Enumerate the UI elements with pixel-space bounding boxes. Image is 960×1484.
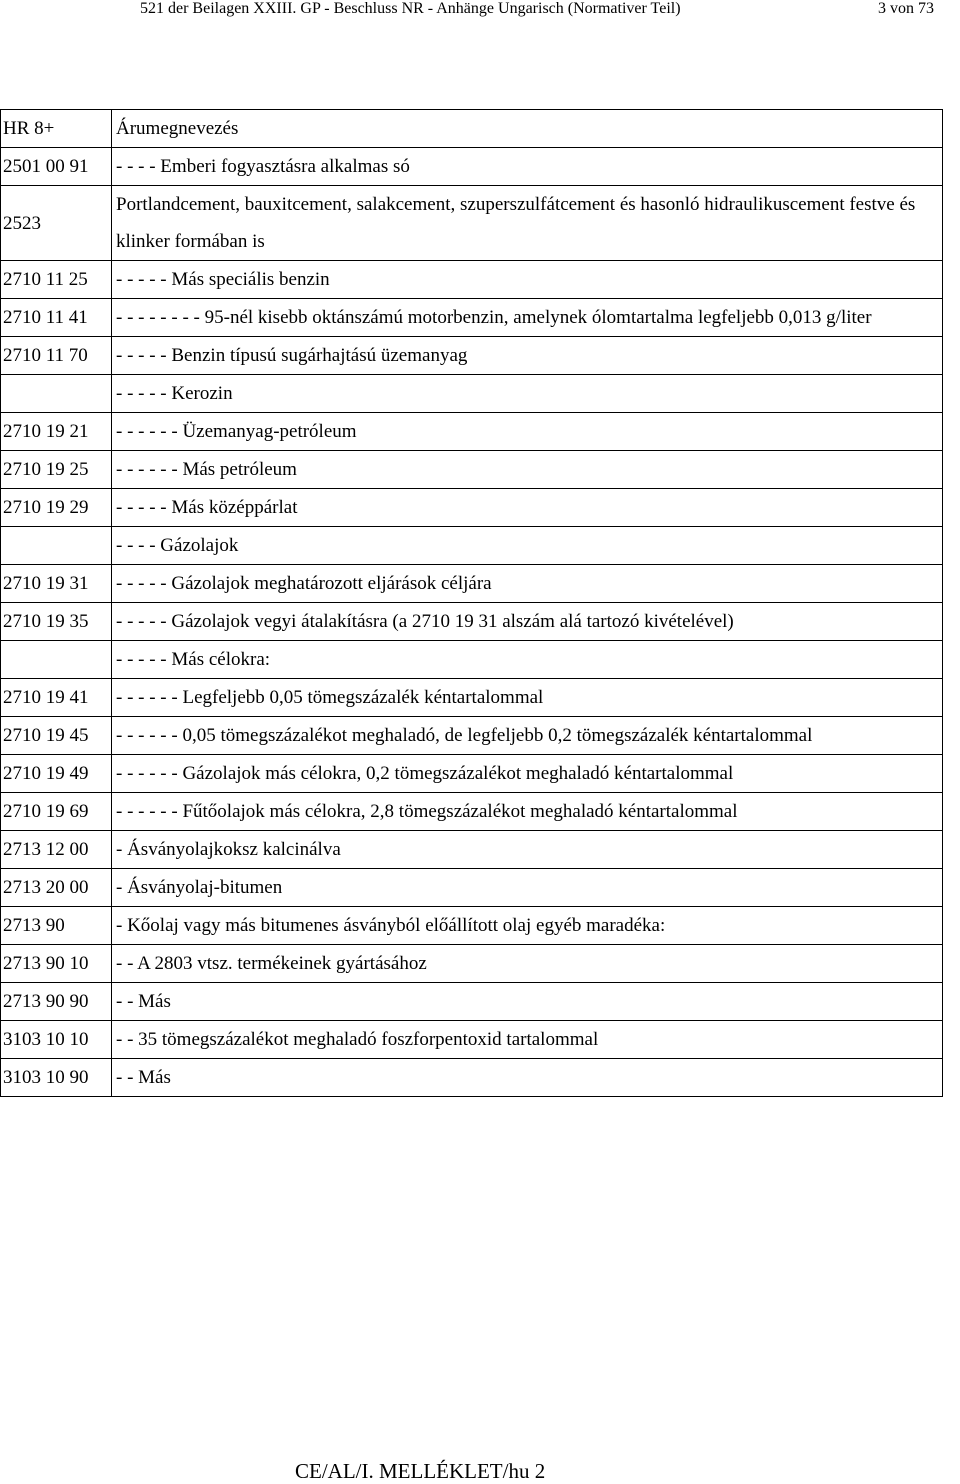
tariff-table bbox=[0, 109, 943, 1097]
column-header-code: HR 8+ bbox=[1, 110, 112, 148]
tariff-code: 2501 00 91 bbox=[1, 148, 112, 186]
header-title: 521 der Beilagen XXIII. GP - Beschluss NR - Anhänge Ungarisch (Normativer Teil) bbox=[140, 0, 681, 17]
table-row bbox=[1, 603, 943, 641]
tariff-code: 2713 90 10 bbox=[1, 945, 112, 983]
tariff-code: 2713 90 90 bbox=[1, 983, 112, 1021]
table-row bbox=[1, 641, 943, 679]
tariff-code bbox=[1, 375, 112, 413]
tariff-code bbox=[1, 527, 112, 565]
table-row bbox=[1, 869, 943, 907]
goods-description: - Ásványolajkoksz kalcinálva bbox=[112, 831, 943, 869]
goods-description: - - - - - - Legfeljebb 0,05 tömegszázalék kéntartalommal bbox=[112, 679, 943, 717]
goods-description: - - - - - Gázolajok meghatározott eljárások céljára bbox=[112, 565, 943, 603]
goods-description: - Kőolaj vagy más bitumenes ásványból előállított olaj egyéb maradéka: bbox=[112, 907, 943, 945]
goods-description: - - Más bbox=[112, 983, 943, 1021]
table-row bbox=[1, 679, 943, 717]
table-header-row bbox=[1, 110, 943, 148]
table-row bbox=[1, 375, 943, 413]
goods-description: - - - - - - 0,05 tömegszázalékot meghaladó, de legfeljebb 0,2 tömegszázalék kéntartalommal bbox=[112, 717, 943, 755]
table-row bbox=[1, 831, 943, 869]
tariff-code: 2710 19 49 bbox=[1, 755, 112, 793]
page-header bbox=[0, 0, 960, 40]
goods-description: - - - - Emberi fogyasztásra alkalmas só bbox=[112, 148, 943, 186]
goods-description: - - - - - Más célokra: bbox=[112, 641, 943, 679]
table-row bbox=[1, 451, 943, 489]
table-row bbox=[1, 793, 943, 831]
table-row bbox=[1, 489, 943, 527]
tariff-code: 2523 bbox=[1, 186, 112, 261]
goods-description: Portlandcement, bauxitcement, salakcement, szuperszulfátcement és hasonló hidraulikuscement festve és klinker formában is bbox=[112, 186, 943, 261]
table-row bbox=[1, 565, 943, 603]
tariff-code: 2713 12 00 bbox=[1, 831, 112, 869]
table-row bbox=[1, 299, 943, 337]
table-row bbox=[1, 261, 943, 299]
tariff-code: 2710 19 69 bbox=[1, 793, 112, 831]
goods-description: - - 35 tömegszázalékot meghaladó foszforpentoxid tartalommal bbox=[112, 1021, 943, 1059]
table-row bbox=[1, 527, 943, 565]
table-row bbox=[1, 337, 943, 375]
goods-description: - - - - - - - - 95-nél kisebb oktánszámú motorbenzin, amelynek ólomtartalma legfeljebb 0,013 g/liter bbox=[112, 299, 943, 337]
tariff-code: 2710 19 29 bbox=[1, 489, 112, 527]
tariff-code: 2713 90 bbox=[1, 907, 112, 945]
goods-description: - - - - - Más speciális benzin bbox=[112, 261, 943, 299]
table-row bbox=[1, 755, 943, 793]
page-counter: 3 von 73 bbox=[878, 0, 934, 17]
goods-description: - - A 2803 vtsz. termékeinek gyártásához bbox=[112, 945, 943, 983]
table-row bbox=[1, 717, 943, 755]
tariff-code: 2710 19 35 bbox=[1, 603, 112, 641]
tariff-code bbox=[1, 641, 112, 679]
goods-description: - - - - - - Fűtőolajok más célokra, 2,8 tömegszázalékot meghaladó kéntartalommal bbox=[112, 793, 943, 831]
tariff-code: 2710 11 25 bbox=[1, 261, 112, 299]
goods-description: - - - - - - Gázolajok más célokra, 0,2 tömegszázalékot meghaladó kéntartalommal bbox=[112, 755, 943, 793]
tariff-code: 2713 20 00 bbox=[1, 869, 112, 907]
goods-description: - Ásványolaj-bitumen bbox=[112, 869, 943, 907]
tariff-code: 3103 10 10 bbox=[1, 1021, 112, 1059]
table-row bbox=[1, 1059, 943, 1097]
page-footer: CE/AL/I. MELLÉKLET/hu 2 bbox=[295, 1459, 546, 1483]
tariff-code: 2710 19 21 bbox=[1, 413, 112, 451]
tariff-code: 2710 19 41 bbox=[1, 679, 112, 717]
tariff-code: 2710 11 41 bbox=[1, 299, 112, 337]
goods-description: - - - - - Kerozin bbox=[112, 375, 943, 413]
goods-description: - - - - - Gázolajok vegyi átalakításra (a 2710 19 31 alszám alá tartozó kivételével) bbox=[112, 603, 943, 641]
table-row bbox=[1, 945, 943, 983]
column-header-description: Árumegnevezés bbox=[112, 110, 943, 148]
tariff-code: 3103 10 90 bbox=[1, 1059, 112, 1097]
goods-description: - - - - - - Más petróleum bbox=[112, 451, 943, 489]
table-row bbox=[1, 148, 943, 186]
tariff-code: 2710 11 70 bbox=[1, 337, 112, 375]
table-row bbox=[1, 186, 943, 261]
tariff-code: 2710 19 45 bbox=[1, 717, 112, 755]
table-row bbox=[1, 983, 943, 1021]
table-row bbox=[1, 1021, 943, 1059]
table-row bbox=[1, 907, 943, 945]
tariff-code: 2710 19 25 bbox=[1, 451, 112, 489]
goods-description: - - Más bbox=[112, 1059, 943, 1097]
goods-description: - - - - - Más középpárlat bbox=[112, 489, 943, 527]
table-row bbox=[1, 413, 943, 451]
tariff-code: 2710 19 31 bbox=[1, 565, 112, 603]
goods-description: - - - - - - Üzemanyag-petróleum bbox=[112, 413, 943, 451]
goods-description: - - - - Gázolajok bbox=[112, 527, 943, 565]
goods-description: - - - - - Benzin típusú sugárhajtású üzemanyag bbox=[112, 337, 943, 375]
